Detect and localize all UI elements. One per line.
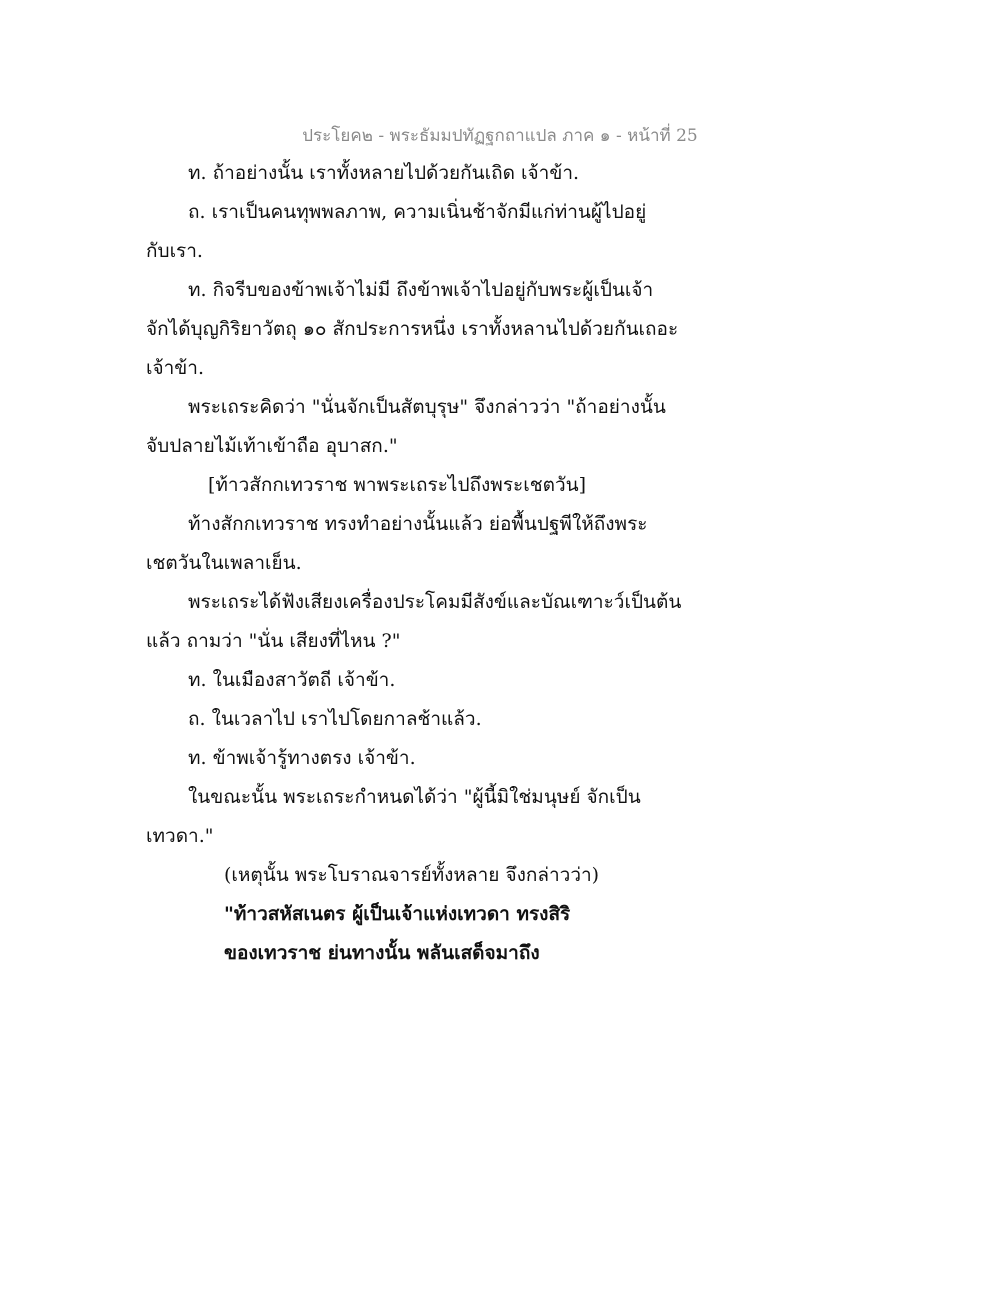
verse-intro: (เหตุนั้น พระโบราณจารย์ทั้งหลาย จึงกล่าวว่า) <box>224 864 600 886</box>
text-line: ท้างสักกเทวราช ทรงทำอย่างนั้นแล้ว ย่อพื้นปฐพีให้ถึงพระ <box>188 513 648 535</box>
text-line: เจ้าข้า. <box>146 357 204 379</box>
text-line: กับเรา. <box>146 240 203 262</box>
text-line: จับปลายไม้เท้าเข้าถือ อุบาสก." <box>146 435 398 457</box>
text-line: พระเถระคิดว่า "นั่นจักเป็นสัตบุรุษ" จึงกล่าวว่า "ถ้าอย่างนั้น <box>188 396 666 418</box>
text-line: ท. ข้าพเจ้ารู้ทางตรง เจ้าข้า. <box>188 747 416 769</box>
text-line: แล้ว ถามว่า "นั่น เสียงที่ไหน ?" <box>146 630 401 652</box>
text-line: เทวดา." <box>146 825 214 847</box>
text-line: พระเถระได้ฟังเสียงเครื่องประโคมมีสังข์และบัณเฑาะว์เป็นต้น <box>188 591 682 613</box>
text-line: ท. กิจรีบของข้าพเจ้าไม่มี ถึงข้าพเจ้าไปอยู่กับพระผู้เป็นเจ้า <box>188 279 654 301</box>
body-text <box>146 154 706 973</box>
text-line: ในขณะนั้น พระเถระกำหนดได้ว่า "ผู้นี้มิใช่มนุษย์ จักเป็น <box>188 786 641 808</box>
verse-line: ของเทวราช ย่นทางนั้น พลันเสด็จมาถึง <box>224 942 540 964</box>
text-line: เชตวันในเพลาเย็น. <box>146 552 302 574</box>
text-line: ท. ถ้าอย่างนั้น เราทั้งหลายไปด้วยกันเถิด เจ้าข้า. <box>188 162 580 184</box>
verse-line: "ท้าวสหัสเนตร ผู้เป็นเจ้าแห่งเทวดา ทรงสิริ <box>224 903 571 925</box>
section-heading: [ท้าวสักกเทวราช พาพระเถระไปถึงพระเชตวัน] <box>208 474 587 496</box>
page-header: ประโยค๒ - พระธัมมปทัฏฐกถาแปล ภาค ๑ - หน้าที่ 25 <box>302 126 698 146</box>
text-line: ท. ในเมืองสาวัตถี เจ้าข้า. <box>188 669 396 691</box>
text-line: จักได้บุญกิริยาวัตถุ ๑๐ สักประการหนึ่ง เราทั้งหลานไปด้วยกันเถอะ <box>146 318 679 340</box>
text-line: ถ. เราเป็นคนทุพพลภาพ, ความเนิ่นช้าจักมีแก่ท่านผู้ไปอยู่ <box>188 201 647 223</box>
text-line: ถ. ในเวลาไป เราไปโดยกาลช้าแล้ว. <box>188 708 482 730</box>
